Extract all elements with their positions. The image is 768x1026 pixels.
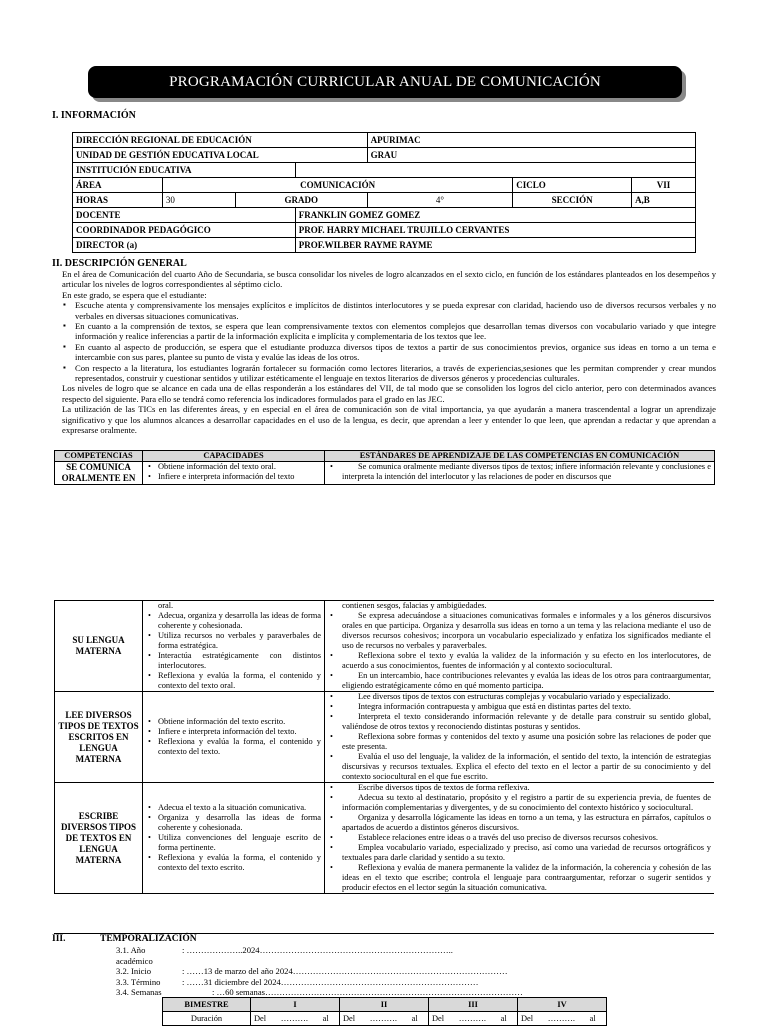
description-bullet: ▪ Escuche atenta y comprensivamente los mensajes explícitos e implícitos de distintos interlocutores y se pueda expresar con claridad, haciendo uso de diversos recursos verbales y no verbales en diversas situaciones comunicativas. [72, 300, 716, 321]
estandar-item: • Emplea vocabulario variado, especializado y preciso, así como una variedad de recursos ortográficos y textuales para darle claridad y sentido a su texto. [328, 843, 711, 863]
ugel-value: GRAU [367, 148, 695, 163]
section-description-heading: II. DESCRIPCIÓN GENERAL [52, 258, 187, 269]
capacidades-escribe [143, 783, 325, 894]
seccion-value: A,B [632, 193, 696, 208]
capacidad-item: • Infiere e interpreta información del texto [146, 472, 321, 482]
temporalizacion-row: 3.1. Año académico : ………………..2024………………………………………………………….. [116, 945, 453, 966]
estandar-item: • Se comunica oralmente mediante diversos tipos de textos; infiere información relevante y conclusiones e interpreta la intención del interlocutor y las relaciones de poder en discursos que [328, 462, 711, 482]
capacidad-item: • Reflexiona y evalúa la forma, el contenido y contexto del texto escrito. [146, 853, 321, 873]
capacidad-item: • Obtiene información del texto escrito. [146, 717, 321, 727]
estandar-item: • Escribe diversos tipos de textos de forma reflexiva. [328, 783, 711, 793]
grado-value: 4° [367, 193, 513, 208]
description-bullet: ▪ En cuanto a la comprensión de textos, se espera que lean comprensivamente textos con elementos complejos que desarrollan temas diversos con vocabulario variado y que integre información y realice inferencias a partir de la información explícita e implícita y complementaria de los textos que lee. [72, 321, 716, 342]
temporalizacion-heading: TEMPORALIZACIÓN [100, 934, 197, 944]
description-bullet: ▪ En cuanto al aspecto de producción, se espera que el estudiante produzca diversos tipos de textos a partir de sus conocimientos previos, organice sus ideas en torno a un tema e intercambie con sus pares, plantee su punto de vista y evalúe las ideas de los otros. [72, 342, 716, 363]
description-paragraph-3: Los niveles de logro que se alcance en cada una de ellas responderán a los estándares del VII, de tal modo que se consoliden los logros del ciclo anterior, pero con determinados avances respecto del siguiente. Para ello se tendrá como referencia los indicadores formulados para el grado en las JEC. [62, 383, 716, 404]
bimestre-header-ii: II [340, 998, 429, 1012]
estandar-item: • Lee diversos tipos de textos con estructuras complejas y vocabulario variado y especializado. [328, 692, 711, 702]
estandar-item: • Reflexiona y evalúa de manera permanente la validez de la información, la coherencia y cohesión de las ideas en el texto que escribe; controla el lenguaje para contraargumentar, reforzar o sugerir sentidos y producir efectos en el lector según la situación comunicativa. [328, 863, 711, 893]
docente-label: DOCENTE [73, 208, 296, 223]
ie-value [295, 163, 695, 178]
ie-label: INSTITUCIÓN EDUCATIVA [73, 163, 296, 178]
info-table [72, 132, 696, 253]
director-value: PROF.WILBER RAYME RAYME [295, 238, 695, 253]
capacidad-item: • Reflexiona y evalúa la forma, el contenido y contexto del texto. [146, 737, 321, 757]
estandar-item: • Reflexiona sobre el texto y evalúa la validez de la información y su efecto en los interlocutores, de acuerdo a sus conocimientos, fuentes de información y al contexto sociocultural. [328, 651, 711, 671]
bimestre-table [162, 997, 607, 1026]
coordinador-value: PROF. HARRY MICHAEL TRUJILLO CERVANTES [295, 223, 695, 238]
grado-label: GRADO [235, 193, 367, 208]
dre-label: DIRECCIÓN REGIONAL DE EDUCACIÓN [73, 133, 368, 148]
capacidad-item: • Utiliza convenciones del lenguaje escrito de forma pertinente. [146, 833, 321, 853]
estandares-lee [325, 692, 715, 783]
temporalizacion-row: 3.2. Inicio : ……13 de marzo del año 2024………………………………………………………………… [116, 966, 508, 977]
section-info-heading: I. INFORMACIÓN [52, 110, 136, 121]
bimestre-header-i: I [251, 998, 340, 1012]
temporalizacion-list [116, 945, 636, 998]
coordinador-label: COORDINADOR PEDAGÓGICO [73, 223, 296, 238]
horas-label: HORAS [73, 193, 163, 208]
capacidad-item: • Adecua el texto a la situación comunicativa. [146, 803, 321, 813]
competencias-header: COMPETENCIAS [55, 451, 143, 462]
capacidad-item: • Infiere e interpreta información del texto. [146, 727, 321, 737]
description-paragraph-4: La utilización de las TICs en las diferentes áreas, y en especial en el área de comunicación son de vital importancia, ya que ayudarán a manera trascendental a lograr un aprendizaje significativo y que los alumnos alcances a desarrollar capacidades en el uso de la lengua, es decir, que aprendan a leer y entender lo que leen, que aprendan a redactar y que aprendan a expresarse oralmente. [62, 404, 716, 436]
area-label: ÁREA [73, 178, 163, 193]
description-paragraph-1: En el área de Comunicación del cuarto Año de Secundaria, se busca consolidar los niveles de logro alcanzados en el sexto ciclo, en función de los estándares planteados en los desempeños y articular los niveles de logros correspondientes al séptimo ciclo. [62, 269, 716, 290]
capacidad-item: • Interactúa estratégicamente con distintos interlocutores. [146, 651, 321, 671]
temporalizacion-row: 3.4. Semanas : …60 semanas……………………………………………………………………………… [116, 987, 523, 998]
capacidad-item: • Organiza y desarrolla las ideas de forma coherente y cohesionada. [146, 813, 321, 833]
estandar-continuation: contienen sesgos, falacias y ambigüedades. [342, 601, 487, 610]
competencias-continuation [54, 600, 714, 934]
page-title: PROGRAMACIÓN CURRICULAR ANUAL DE COMUNICACIÓN [88, 66, 682, 98]
horas-value: 30 [162, 193, 235, 208]
capacidad-continuation: oral. [158, 601, 174, 610]
duracion-cell: Del ………. al [518, 1012, 607, 1026]
competencias-table-top [54, 450, 715, 485]
estandar-item: • Integra información contrapuesta y ambigua que está en distintas partes del texto. [328, 702, 711, 712]
estandar-item: • En un intercambio, hace contribuciones relevantes y evalúa las ideas de los otros para contraargumentar, eligiendo estratégicamente cómo en qué momento participa. [328, 671, 711, 691]
duracion-cell: Del ………. al [251, 1012, 340, 1026]
estandar-item: • Establece relaciones entre ideas o a través del uso preciso de diversos recursos cohesivos. [328, 833, 711, 843]
description-paragraph-2: En este grado, se espera que el estudiante: [62, 289, 207, 300]
competencia-oral-name-top: SE COMUNICA ORALMENTE EN [55, 462, 143, 485]
estandar-item: • Evalúa el uso del lenguaje, la validez de la información, el sentido del texto, la intención de estrategias discursivas y recursos textuales. Explica el efecto del texto en el lector a partir de su conocimiento y del contexto sociocultural en el que fue escrito. [328, 752, 711, 782]
area-value: COMUNICACIÓN [162, 178, 512, 193]
duracion-label: Duración [163, 1012, 251, 1026]
temporalizacion-row: 3.3. Término : ……31 diciembre del 2024…………………………………………………………… [116, 976, 479, 987]
capacidad-item: • Reflexiona y evalúa la forma, el contenido y contexto del texto oral. [146, 671, 321, 691]
bimestre-header-iii: III [429, 998, 518, 1012]
ciclo-label: CICLO [513, 178, 632, 193]
estandar-item: • Reflexiona sobre formas y contenidos del texto y asume una posición sobre las relaciones de poder que este presenta. [328, 732, 711, 752]
director-label: DIRECTOR (a) [73, 238, 296, 253]
estandar-item: • Interpreta el texto considerando información relevante y de detalle para construir su sentido global, valiéndose de otros textos y reconociendo distintas posturas y sentidos. [328, 712, 711, 732]
estandar-item: • Adecua su texto al destinatario, propósito y el registro a partir de su experiencia previa, de fuentes de información complementarias y divergentes, y de su conocimiento del contexto histórico y sociocultural. [328, 793, 711, 813]
capacidad-item: • Obtiene información del texto oral. [146, 462, 321, 472]
description-bullet: ▪ Con respecto a la literatura, los estudiantes lograrán fortalecer su formación como lectores literarios, a través de experiencias,sesiones que les permitan comprender y crear mundos representados, construir y cuestionar sentidos y utilizar estéticamente el lenguaje en textos literarios de diversos géneros y procedencias culturales. [72, 363, 716, 384]
competencias-table-continuation [54, 600, 714, 894]
description-bullets [62, 300, 716, 383]
capacidades-oral [143, 601, 325, 692]
description-body [62, 269, 716, 436]
estandares-oral [325, 601, 715, 692]
duracion-cell: Del ………. al [429, 1012, 518, 1026]
competencia-escribe-name: ESCRIBE DIVERSOS TIPOS DE TEXTOS EN LENGUA MATERNA [55, 783, 143, 894]
estandares-header: ESTÁNDARES DE APRENDIZAJE DE LAS COMPETENCIAS EN COMUNICACIÓN [325, 451, 715, 462]
docente-value: FRANKLIN GOMEZ GOMEZ [295, 208, 695, 223]
temporalizacion-number: III. [52, 934, 66, 944]
capacidad-item: • Adecua, organiza y desarrolla las ideas de forma coherente y cohesionada. [146, 611, 321, 631]
bimestre-header: BIMESTRE [163, 998, 251, 1012]
seccion-label: SECCIÓN [513, 193, 632, 208]
estandar-item: • Se expresa adecuándose a situaciones comunicativas formales e informales y a los géneros discursivos orales en que participa. Organiza y desarrolla sus ideas en torno a un tema y las relaciona mediante el uso de diversos recursos cohesivos; incorpora un vocabulario especializado y enfatiza los significados mediante el uso de recursos no verbales y paraverbales. [328, 611, 711, 651]
capacidades-header: CAPACIDADES [143, 451, 325, 462]
estandar-item: • Organiza y desarrolla lógicamente las ideas en torno a un tema, y las estructura en párrafos, capítulos o apartados de acuerdo a distintos géneros discursivos. [328, 813, 711, 833]
estandar-oral-top [325, 462, 715, 485]
ugel-label: UNIDAD DE GESTIÓN EDUCATIVA LOCAL [73, 148, 368, 163]
duracion-cell: Del ………. al [340, 1012, 429, 1026]
competencia-lee-name: LEE DIVERSOS TIPOS DE TEXTOS ESCRITOS EN LENGUA MATERNA [55, 692, 143, 783]
estandares-escribe [325, 783, 715, 894]
ciclo-value: VII [632, 178, 696, 193]
dre-value: APURIMAC [367, 133, 695, 148]
bimestre-header-iv: IV [518, 998, 607, 1012]
capacidades-oral-top [143, 462, 325, 485]
competencia-oral-name: SU LENGUA MATERNA [55, 601, 143, 692]
capacidades-lee [143, 692, 325, 783]
capacidad-item: • Utiliza recursos no verbales y paraverbales de forma estratégica. [146, 631, 321, 651]
